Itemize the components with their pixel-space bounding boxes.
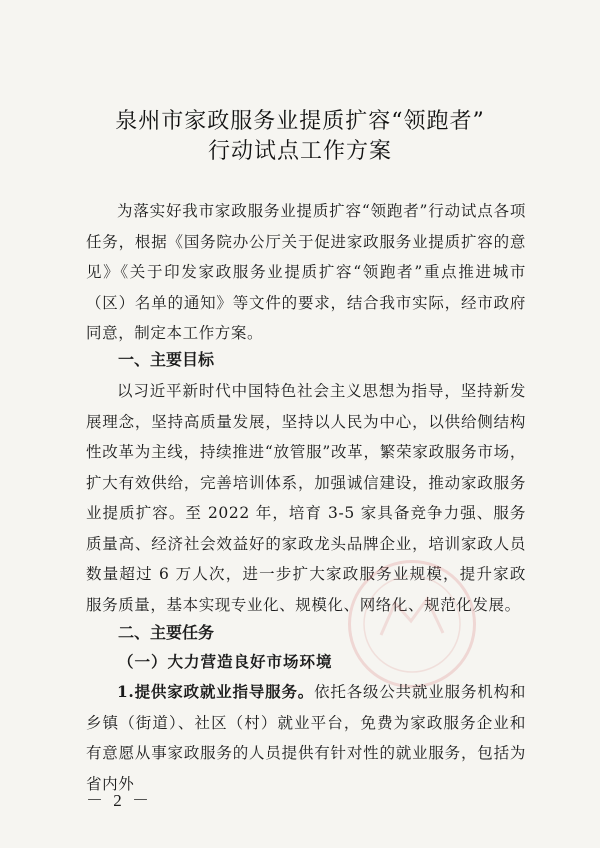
task1-body: 依托各级公共就业服务机构和乡镇（街道）、社区（村）就业平台，免费为家政服务企业和有意愿从事家政服务的人员提供有针对性的就业服务，包括为省内外 (86, 683, 526, 793)
document-title-line1: 泉州市家政服务业提质扩容“领跑者” (115, 109, 485, 134)
subsection-heading-market: （一）大力营造良好市场环境 (118, 652, 333, 671)
seal-graphic (351, 563, 473, 685)
page-number: － 2 － (86, 791, 152, 810)
section-heading-goals: 一、主要目标 (118, 350, 215, 369)
task1-paragraph (86, 677, 526, 799)
section-heading-tasks: 二、主要任务 (118, 623, 215, 642)
task1-title: 1.提供家政就业指导服务。 (117, 682, 315, 701)
intro-paragraph: 为落实好我市家政服务业提质扩容“领跑者”行动试点各项任务，根据《国务院办公厅关于促进家政服务业提质扩容的意见》《关于印发家政服务业提质扩容“领跑者”重点推进城市（区）名单的通知》等文件的要求，结合我市实际，经市政府同意，制定本工作方案。 (86, 202, 526, 342)
goals-paragraph: 以习近平新时代中国特色社会主义思想为指导，坚持新发展理念，坚持高质量发展，坚持以人民为中心，以供给侧结构性改革为主线，持续推进“放管服”改革，繁荣家政服务市场，扩大有效供给，完善培训体系，加强诚信建设，推动家政服务业提质扩容。至 2022 年，培育 3-5 家具备竞争力强、服务质量高、经济社会效益好的家政龙头品牌企业，培训家政人员数量超过 6 万人次，进一步扩大家政服务业规模，提升家政服务质量，基本实现专业化、规模化、网络化、规范化发展。 (86, 382, 526, 614)
document-title-line2: 行动试点工作方案 (207, 139, 392, 164)
official-seal-stamp (348, 560, 476, 688)
